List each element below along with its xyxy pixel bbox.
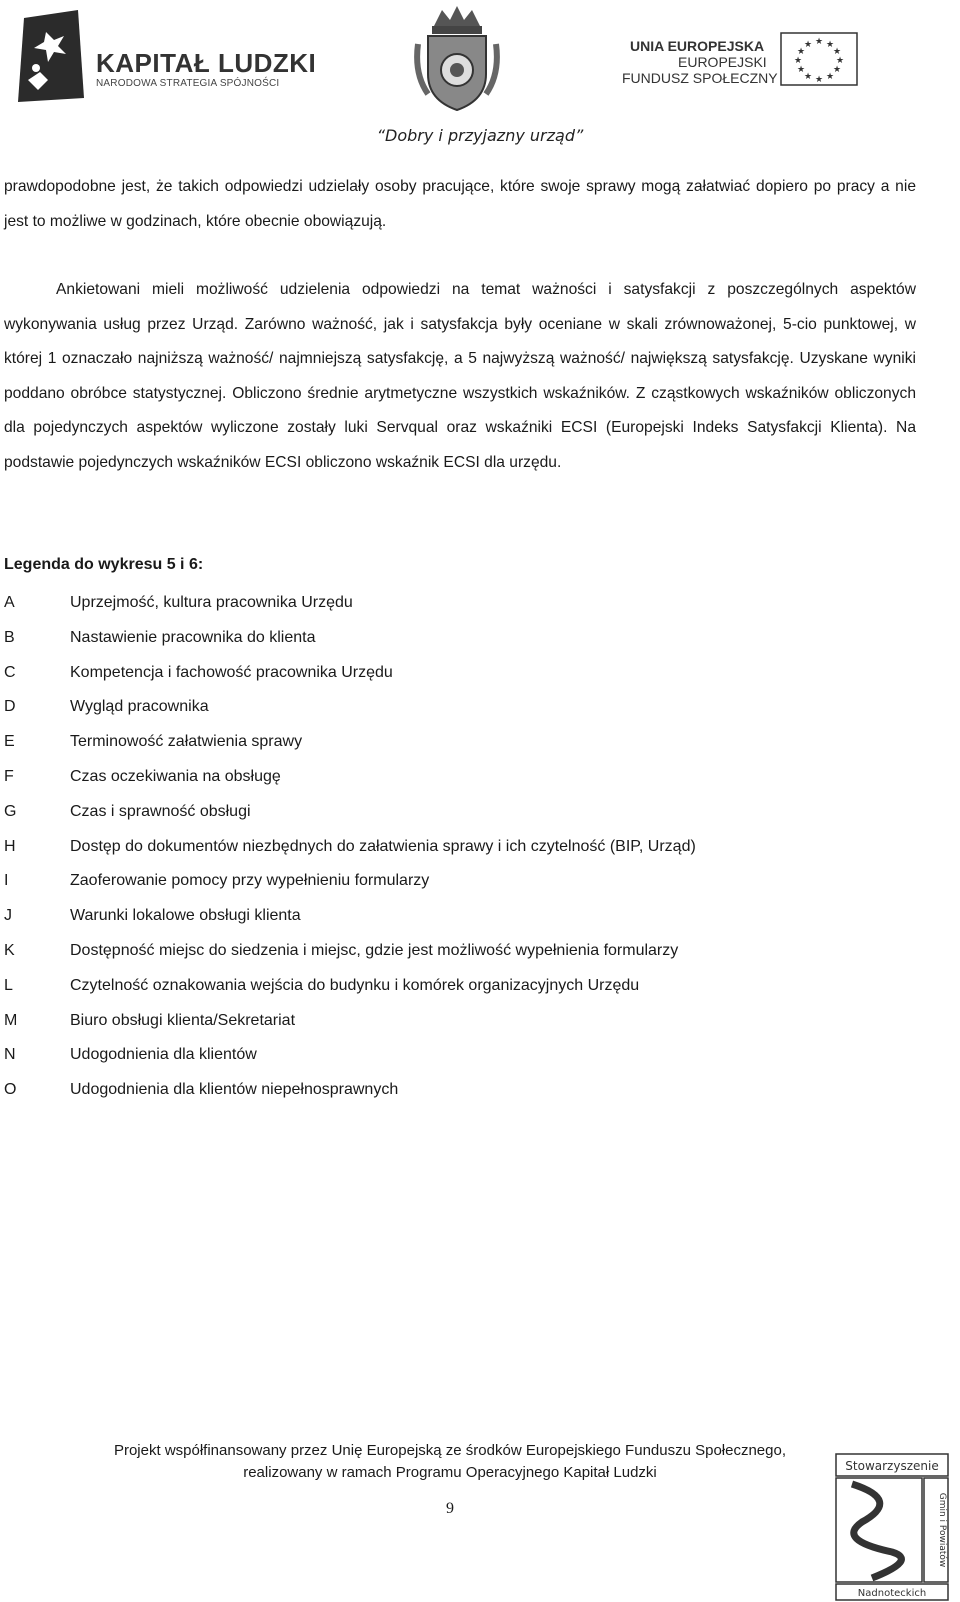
- svg-text:★: ★: [832, 47, 842, 57]
- legend-item: [4, 656, 904, 691]
- footer-line-2: realizowany w ramach Programu Operacyjnego Kapitał Ludzki: [243, 1464, 657, 1481]
- legend-letter: E: [4, 733, 15, 751]
- svg-text:★: ★: [825, 40, 835, 50]
- legend-text: Dostępność miejsc do siedzenia i miejsc, gdzie jest możliwość wypełnienia formularzy: [70, 941, 679, 959]
- stow-bottom-text: Nadnoteckich: [857, 1588, 927, 1599]
- legend-text: Nastawienie pracownika do klienta: [70, 628, 316, 646]
- paragraph-1: prawdopodobne jest, że takich odpowiedzi udzielały osoby pracujące, które swoje sprawy mogą załatwiać dopiero po pracy a nie jest to możliwe w godzinach, które obecnie obowiązują.: [4, 178, 916, 230]
- kapital-ludzki-subtitle: NARODOWA STRATEGIA SPÓJNOŚCI: [96, 78, 280, 89]
- legend-letter: D: [4, 698, 16, 716]
- legend-text: Terminowość załatwienia sprawy: [70, 733, 303, 751]
- svg-text:★: ★: [825, 72, 835, 82]
- legend-title: Legenda do wykresu 5 i 6:: [4, 556, 204, 573]
- eu-logo-line1: UNIA EUROPEJSKA: [630, 38, 765, 54]
- svg-text:★: ★: [796, 65, 806, 75]
- eu-logo-line3: FUNDUSZ SPOŁECZNY: [622, 70, 778, 86]
- legend-text: Zaoferowanie pomocy przy wypełnieniu formularzy: [70, 872, 430, 890]
- legend-text: Dostęp do dokumentów niezbędnych do załatwienia sprawy i ich czytelność (BIP, Urząd): [70, 837, 696, 855]
- svg-text:★: ★: [814, 75, 824, 85]
- legend-text: Wygląd pracownika: [70, 698, 209, 716]
- legend-item: [4, 795, 904, 830]
- legend-text: Udogodnienia dla klientów niepełnosprawnych: [70, 1081, 399, 1099]
- eu-flag-icon: [780, 32, 858, 86]
- legend-item: [4, 1073, 904, 1108]
- legend-letter: L: [4, 976, 13, 994]
- legend-text: Uprzejmość, kultura pracownika Urzędu: [70, 594, 353, 611]
- legend-text: Czytelność oznakowania wejścia do budynku i komórek organizacyjnych Urzędu: [70, 976, 640, 994]
- svg-text:★: ★: [793, 56, 803, 66]
- stowarzyszenie-logo-icon: [832, 1452, 952, 1602]
- legend-letter: K: [4, 941, 15, 959]
- stow-side-text: Gmin i Powiatów: [937, 1492, 947, 1568]
- legend-text: Biuro obsługi klienta/Sekretariat: [70, 1011, 296, 1029]
- svg-text:★: ★: [803, 72, 813, 82]
- paragraph-2: Ankietowani mieli możliwość udzielenia odpowiedzi na temat ważności i satysfakcji z poszczególnych aspektów wykonywania usług przez Urząd. Zarówno ważność, jak i satysfakcja były oceniane w skali zrównoważonej, 5-cio punktowej, w której 1 oznaczało najniższą ważność/ najmniejszą satysfakcję, a 5 najwyższą ważność/ największą satysfakcję. Uzyskane wyniki poddano obróbce statystycznej. Obliczono średnie arytmetyczne wszystkich wskaźników. Z cząstkowych wskaźników obliczonych dla pojedynczych aspektów wyliczone zostały luki Servqual oraz wskaźniki ECSI (Europejski Indeks Satysfakcji Klienta). Na podstawie pojedynczych wskaźników ECSI obliczono wskaźnik ECSI dla urzędu.: [4, 281, 916, 471]
- footer-line-1: Projekt współfinansowany przez Unię Europejską ze środków Europejskiego Funduszu Społecznego,: [113, 1442, 787, 1459]
- legend-letter: O: [4, 1081, 17, 1099]
- stow-title-text: Stowarzyszenie: [845, 1459, 939, 1473]
- page-number: 9: [446, 1500, 454, 1517]
- kapital-ludzki-title: KAPITAŁ LUDZKI: [96, 48, 317, 78]
- legend-letter: A: [4, 594, 15, 611]
- svg-text:★: ★: [796, 47, 806, 57]
- page-header: [0, 0, 960, 145]
- legend-item: [4, 934, 904, 969]
- legend-item: [4, 586, 904, 621]
- kapital-ludzki-logo: [18, 10, 317, 102]
- legend-item: [4, 1004, 904, 1039]
- coat-of-arms-icon: [414, 4, 500, 112]
- legend-text: Kompetencja i fachowość pracownika Urzędu: [70, 663, 393, 681]
- legend-item: [4, 725, 904, 760]
- legend-letter: M: [4, 1011, 18, 1029]
- svg-text:★: ★: [814, 37, 824, 47]
- legend-item: [4, 899, 904, 934]
- legend-item: [4, 864, 904, 899]
- legend-letter: B: [4, 628, 15, 646]
- legend-text: Warunki lokalowe obsługi klienta: [70, 907, 301, 925]
- legend-item: [4, 830, 904, 865]
- legend-letter: H: [4, 837, 16, 855]
- legend-item: [4, 969, 904, 1004]
- eu-logo-line2: EUROPEJSKI: [678, 54, 767, 70]
- legend-list: [4, 586, 904, 1108]
- legend-letter: C: [4, 663, 16, 681]
- legend-item: [4, 621, 904, 656]
- svg-text:★: ★: [832, 65, 842, 75]
- legend-item: [4, 1038, 904, 1073]
- legend-text: Czas oczekiwania na obsługę: [70, 767, 281, 785]
- legend-item: [4, 760, 904, 795]
- legend-letter: N: [4, 1046, 16, 1064]
- eu-logo: [622, 32, 940, 96]
- legend-item: [4, 690, 904, 725]
- legend-letter: J: [4, 907, 12, 925]
- legend-letter: I: [4, 872, 9, 890]
- footer-funding-note: [60, 1440, 840, 1484]
- legend-letter: F: [4, 767, 14, 785]
- legend-text: Czas i sprawność obsługi: [70, 802, 251, 820]
- legend-letter: G: [4, 802, 17, 820]
- kapital-ludzki-emblem-icon: [18, 10, 84, 102]
- svg-text:★: ★: [835, 56, 845, 66]
- document-subtitle: “Dobry i przyjazny urząd”: [376, 126, 584, 145]
- svg-text:★: ★: [803, 40, 813, 50]
- legend-text: Udogodnienia dla klientów: [70, 1046, 257, 1064]
